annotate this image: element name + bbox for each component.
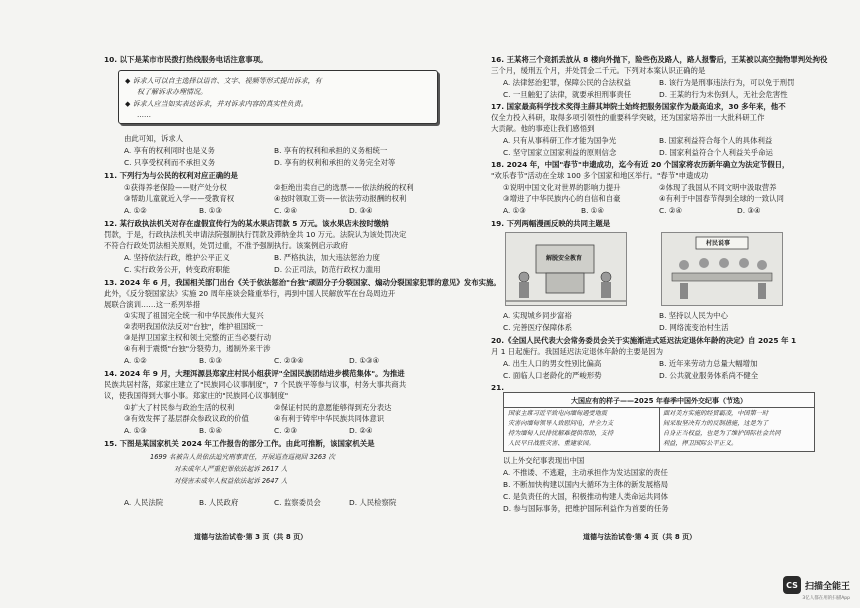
scanner-app-badge	[783, 576, 850, 601]
diplomacy-record-box	[503, 392, 815, 452]
q20-option-d[interactable]: D. 公共就业服务体系尚不健全	[659, 371, 759, 380]
q17-option-d[interactable]: D. 国家利益符合个人利益关乎命运	[659, 148, 773, 157]
q11-item-4: ④按时领取工资——依法劳动报酬的权利	[274, 194, 407, 203]
q17-option-a[interactable]: A. 只有从事科研工作才能为国争光	[503, 136, 617, 145]
q20-option-b[interactable]: B. 近年来劳动力总量大幅增加	[659, 359, 758, 368]
scanner-app-name: 扫描全能王	[804, 581, 850, 592]
question-17-stem-3: 大贡献。他的事迹让我们感悟到	[491, 124, 595, 133]
question-11-stem: 11. 下列行为与公民的权利对应正确的是	[104, 171, 238, 180]
question-15-stem: 15. 下图是某国家机关 2024 年工作报告的部分工作。由此可推断，该国家机关是	[104, 439, 375, 448]
q14-item-4: ④有利于铸牢中华民族共同体意识	[274, 414, 385, 423]
col2-line-3: 自身正当权益，也是为了维护国际社会共同	[663, 430, 781, 437]
question-21-lead: 以上外交纪事表现出中国	[503, 456, 585, 465]
notice-line-2: 权了解诉求办理情况。	[137, 88, 207, 96]
diplomacy-record-title: 大国应有的样子——2025 年春季中国外交纪事（节选）	[571, 397, 747, 405]
q12-option-a[interactable]: A. 坚持依法行政，维护公平正义	[124, 253, 230, 262]
question-17-stem: 17. 国家最高科学技术奖得主薛其坤院士始终把服务国家作为最高追求，30 多年来，他不	[491, 102, 786, 111]
q18-option-c[interactable]: C. ②④	[659, 206, 683, 215]
q14-option-d[interactable]: D. ②④	[349, 426, 373, 435]
q19-option-a[interactable]: A. 实现城乡同步富裕	[503, 311, 572, 320]
q16-option-a[interactable]: A. 法律惩治犯罪，保障公民的合法权益	[503, 78, 631, 87]
cartoon-villager-discussion	[661, 232, 783, 306]
q11-item-3: ③帮助儿童就近入学——受教育权	[124, 194, 235, 203]
question-14-stem: 14. 2024 年 9 月，大理洱源县郑家庄村民小组获评"全国民族团结进步模范集体"。为推进	[104, 369, 405, 378]
cartoon-1-caption: 解脱安全教育	[546, 255, 583, 262]
q16-option-c[interactable]: C. 一旦触犯了法律，就要承担刑事责任	[503, 90, 632, 99]
diamond-icon: ◆	[125, 77, 131, 85]
q14-option-a[interactable]: A. ①③	[124, 426, 147, 435]
q12-option-c[interactable]: C. 实行政务公开，转变政府职能	[124, 265, 230, 274]
question-13-stem-2: 此外，《反分裂国家法》实施 20 周年座谈会隆重举行，再到中国人民解放军在台岛周边开	[104, 289, 396, 298]
question-12-stem-2: 罚款，于是，行政执法机关申请法院强制执行罚款及滞纳金共 10 万元。法院认为该处罚决定	[104, 230, 407, 239]
q13-option-b[interactable]: B. ①③	[199, 356, 223, 365]
page-footer-4: 道德与法治试卷·第 4 页（共 8 页）	[583, 533, 697, 541]
q14-option-b[interactable]: B. ①④	[199, 426, 223, 435]
q17-option-c[interactable]: C. 坚守国家立国家利益的原则信念	[503, 148, 617, 157]
q13-option-c[interactable]: C. ②③④	[274, 356, 304, 365]
col2-line-2: 间采取坚决有力的反制措施，这是为了	[663, 420, 769, 427]
notice-line-3: 诉求人应当如实表达诉求，并对诉求内容的真实性负责。	[132, 100, 308, 108]
q13-item-2: ②表明我国依法反对"台独"，维护祖国统一	[124, 322, 264, 331]
col1-line-1: 国家主席习近平致电向缅甸遇受地震	[508, 410, 607, 417]
q15-option-a[interactable]: A. 人民法院	[124, 498, 164, 507]
question-17-stem-2: 仅全力投入科研，取得多项引领性的重要科学突破，还为国家培养出一大批科研工作	[491, 113, 765, 122]
scanner-app-subtitle: 3亿人都在用的扫描App	[802, 596, 850, 601]
q13-item-3: ③是捍卫国家主权和领土完整的正当必要行动	[124, 333, 272, 342]
question-13-stem-3: 展联合演训……这一系列举措	[104, 300, 201, 309]
col1-line-4: 人民早日战胜灾害、重建家园。	[508, 440, 595, 447]
q18-item-1: ①说明中国文化对世界的影响力提升	[503, 183, 621, 192]
question-18-stem: 18. 2024 年，中国"春节"申遗成功，迄今有近 20 个国家将农历新年确立为法定节假日，	[491, 160, 790, 169]
q11-option-c[interactable]: C. ②④	[274, 206, 298, 215]
q20-option-a[interactable]: A. 出生人口的男女性别比偏高	[503, 359, 602, 368]
q13-item-1: ①实现了祖国完全统一和中华民族伟大复兴	[124, 311, 264, 320]
q21-option-a[interactable]: A. 不推诿、不逃避，主动承担作为发达国家的责任	[503, 468, 668, 477]
hotline-notice-box	[118, 70, 438, 124]
q16-option-d[interactable]: D. 王某的行为未伤到人，无社会危害性	[659, 90, 788, 99]
q11-option-d[interactable]: D. ③④	[349, 206, 373, 215]
question-21-number: 21.	[491, 383, 505, 392]
question-14-stem-3: 议，使我国得到大事小事。郑家庄的"民族同心议事制度"	[104, 391, 289, 400]
q21-option-c[interactable]: C. 是负责任的大国，积极推动构建人类命运共同体	[503, 492, 669, 501]
col2-line-1: 面对美方实施的经贸霸凌，中国第一时	[663, 410, 769, 417]
q12-option-b[interactable]: B. 严格执法，加大违法惩治力度	[274, 253, 380, 262]
q10-option-a[interactable]: A. 享有的权利同时也是义务	[124, 146, 215, 155]
q19-option-c[interactable]: C. 完善医疗保障体系	[503, 323, 572, 332]
q15-option-d[interactable]: D. 人民检察院	[349, 498, 397, 507]
q19-option-b[interactable]: B. 坚持以人民为中心	[659, 311, 728, 320]
q18-option-a[interactable]: A. ①③	[503, 206, 526, 215]
question-12-stem: 12. 某行政执法机关对存在虚假宣传行为的某水果店罚款 5 万元。该水果店未按时缴纳	[104, 219, 389, 228]
q17-option-b[interactable]: B. 国家利益符合每个人的具体利益	[659, 136, 773, 145]
q18-option-b[interactable]: B. ①④	[581, 206, 605, 215]
question-14-stem-2: 民族共居村落，郑家庄建立了"民族同心议事制度"，7 个民族平等参与议事，村务大事共商共	[104, 380, 407, 389]
question-16-stem: 16. 王某将三个竞抓丢放从 8 楼向外抛下，险些伤及路人，路人报警后，王某被以高空抛物罪判处拘役	[491, 55, 828, 64]
q10-option-d[interactable]: D. 享有的权利和承担的义务完全对等	[274, 158, 396, 167]
cartoon-1-drawing	[506, 233, 626, 305]
q18-item-3: ③增进了中华民族内心的自信和自豪	[503, 194, 621, 203]
q18-item-2: ②体现了我国从不同文明中汲取营养	[659, 183, 777, 192]
col1-line-3: 持为缅甸人民排忧解难提供帮助，支持	[508, 430, 614, 437]
q11-option-a[interactable]: A. ①②	[124, 206, 147, 215]
q12-option-d[interactable]: D. 公正司法，防范行政权力滥用	[274, 265, 381, 274]
q20-option-c[interactable]: C. 面临人口老龄化的严峻形势	[503, 371, 602, 380]
q14-item-2: ②保证村民的意愿能够得到充分表达	[274, 403, 392, 412]
report-line-1: 1699 名被告人员依法追究刑事责任，开展巡查巡视回 3263 次	[150, 453, 335, 461]
report-line-2: 对未成年人严重犯罪依法起诉 2617 人	[174, 465, 288, 473]
q15-option-b[interactable]: B. 人民政府	[199, 498, 239, 507]
q11-item-1: ①获得养老保险——财产处分权	[124, 183, 227, 192]
q16-option-b[interactable]: B. 该行为是刑事违法行为，可以免于刑罚	[659, 78, 795, 87]
question-12-stem-3: 不符合行政处罚法相关原则，处罚过重，不准予强制执行。该案例启示政府	[104, 241, 348, 250]
q18-option-d[interactable]: D. ③④	[737, 206, 761, 215]
question-18-stem-2: "欢乐春节"活动在全球 100 多个国家和地区举行。"春节"申遗成功	[491, 171, 709, 180]
col1-line-2: 灾害向缅甸领导人致慰问电，并全力支	[508, 420, 614, 427]
q11-item-2: ②拒绝出卖自己的选票——依法纳税的权利	[274, 183, 414, 192]
camscanner-logo-icon: CS	[783, 576, 801, 594]
q13-item-4: ④有利于震慑"台独"分裂势力，遏制外来干涉	[124, 344, 271, 353]
q21-option-d[interactable]: D. 参与国际事务，把维护国际利益作为首要的任务	[503, 504, 669, 513]
work-report-excerpt	[144, 452, 374, 488]
q18-item-4: ④有利于中国春节得到全球的一致认同	[659, 194, 784, 203]
q10-option-b[interactable]: B. 享有的权利和承担的义务相统一	[274, 146, 388, 155]
question-20-stem-2: 月 1 日起施行。我国延迟法定退休年龄的主要是因为	[491, 347, 663, 356]
notice-line-1: 诉求人可以自主选择以语音、文字、视频等形式提出诉求，有	[132, 77, 322, 85]
cartoon-safety-education	[505, 232, 627, 306]
q10-option-c[interactable]: C. 只享受权利而不承担义务	[124, 158, 216, 167]
notice-line-4: ……	[137, 111, 151, 119]
q21-option-b[interactable]: B. 不断加快构建以国内大循环为主体的新发展格局	[503, 480, 668, 489]
report-line-3: 对侵害未成年人权益依法起诉 2647 人	[174, 477, 288, 485]
col2-line-4: 利益，捍卫国际公平正义。	[663, 440, 738, 447]
question-10-stem: 10. 以下是某市市民拨打热线服务电话注意事项。	[104, 55, 268, 64]
q13-option-a[interactable]: A. ①②	[124, 356, 147, 365]
box-divider-vertical	[659, 407, 660, 451]
question-13-stem: 13. 2024 年 6 月，我国相关部门出台《关于依法惩治"台独"顽固分子分裂国家、煽动分裂国家犯罪的意见》发布实施。	[104, 278, 501, 287]
page-footer-3: 道德与法治试卷·第 3 页（共 8 页）	[194, 533, 308, 541]
question-19-stem: 19. 下列两幅漫画反映的共同主题是	[491, 219, 611, 228]
q14-item-1: ①扩大了村民参与政治生活的权利	[124, 403, 235, 412]
q19-option-d[interactable]: D. 网络流变治村生活	[659, 323, 729, 332]
question-10-lead: 由此可知，诉求人	[124, 134, 184, 143]
cartoon-2-caption: 村民说事	[706, 240, 731, 247]
question-16-stem-2: 三个月，缓刑五个月，并处罚金二千元。下列对本案认识正确的是	[491, 66, 706, 75]
q11-option-b[interactable]: B. ①③	[199, 206, 223, 215]
q15-option-c[interactable]: C. 监察委员会	[274, 498, 321, 507]
diamond-icon: ◆	[125, 100, 131, 108]
q13-option-d[interactable]: D. ①③④	[349, 356, 380, 365]
question-20-stem: 20.《全国人民代表大会常务委员会关于实施渐进式延迟法定退休年龄的决定》自 2025 年 1	[491, 336, 797, 345]
q14-item-3: ③有效发挥了基层群众参政议政的价值	[124, 414, 249, 423]
q14-option-c[interactable]: C. ②③	[274, 426, 298, 435]
